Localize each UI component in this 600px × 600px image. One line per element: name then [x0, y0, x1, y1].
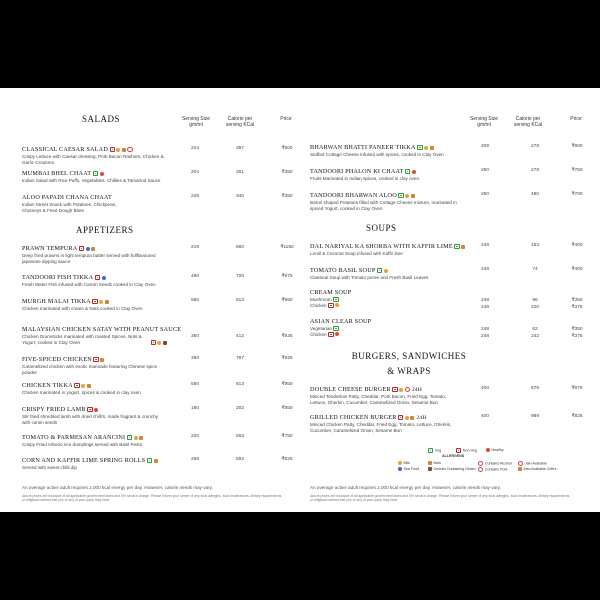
- allergen-icon: [122, 148, 126, 152]
- clock-icon: [518, 467, 522, 471]
- menu-item: [310, 267, 588, 281]
- calories: 563: [235, 434, 244, 439]
- serving-size: 250: [480, 192, 489, 197]
- jain-icon: [518, 461, 523, 466]
- item-description: Lentil & Coconut Soup infused with Kaffir lime: [310, 251, 403, 256]
- item-description: Indian Street Snack with Potatoes, Chickpeas, Chutneys & Fried Dough Bites: [22, 202, 117, 213]
- calories: 62: [532, 327, 538, 332]
- section-title-salads: SALADS: [82, 114, 121, 124]
- calories: 989: [530, 414, 539, 419]
- menu-page: [0, 88, 600, 512]
- healthy-icon: [486, 448, 490, 452]
- serving-size: 228: [190, 194, 199, 199]
- price: ₹350: [571, 327, 583, 332]
- variant-label: Vegetarian: [310, 326, 332, 331]
- header-calorie: Calorie per serving KCal: [513, 116, 543, 128]
- item-name: MALAYSIAN CHICKEN SATAY WITH PEANUT SAUCE: [22, 326, 182, 333]
- serving-size: 204: [190, 170, 199, 175]
- non-veg-icon: [87, 407, 92, 412]
- menu-item: [22, 406, 300, 425]
- price: ₹1150: [280, 245, 294, 250]
- header-calorie: Calorie per serving KCal: [225, 116, 255, 128]
- menu-item: [310, 192, 588, 211]
- serving-size: 350: [190, 356, 199, 361]
- serving-size: 248: [480, 243, 489, 248]
- menu-item: [22, 382, 300, 396]
- variant-row: [310, 332, 460, 338]
- calories: 813: [235, 298, 244, 303]
- allergen-icon: [410, 416, 414, 420]
- item-name: TANDOORI FISH TIKKA: [22, 274, 94, 281]
- allergen-icon: [99, 300, 103, 304]
- calories: 220: [530, 305, 539, 310]
- price: ₹350: [281, 170, 293, 175]
- item-description: Barrel shaped Potatoes filled with Cottage Cheese mixture, marinated in spiced Yogurt, cooked in Clay Oven: [310, 200, 457, 211]
- veg-icon: [377, 268, 382, 273]
- item-description: Deep fried prawns in light tempura batter served with fullflavoured japanese dipping sauce: [22, 253, 156, 264]
- calories: 767: [235, 356, 244, 361]
- nuts-icon: [428, 461, 432, 465]
- item-name: MURGH MALAI TIKKA: [22, 298, 91, 305]
- veg-icon: [93, 171, 98, 176]
- non-veg-icon: [392, 387, 397, 392]
- calories: 301: [235, 170, 244, 175]
- allergen-icon: [461, 245, 465, 249]
- menu-item: [22, 170, 300, 184]
- item-description: Minced Tenderloin Patty, Cheddar, Pork Bacon, Fried Egg, Tomato, Lettuce, Gherkin, Cucumber, Caramelized Onion, Sesame Bun: [310, 394, 447, 405]
- gluten-icon: [428, 467, 432, 471]
- non-veg-icon: [328, 303, 333, 308]
- non-veg-icon: [110, 147, 115, 152]
- header-serving: Serving Size gm/ml: [469, 116, 499, 128]
- item-name: BHARWAN BHATTI PANEER TIKKA: [310, 144, 416, 151]
- variant-label: Chicken: [310, 331, 327, 337]
- menu-item: [22, 274, 300, 288]
- menu-item: [310, 386, 588, 405]
- allergen-icon: [384, 269, 388, 273]
- price: ₹925: [281, 334, 293, 339]
- seafood-icon: [86, 247, 90, 251]
- menu-right-column: [310, 88, 588, 512]
- serving-size: 248: [480, 267, 489, 272]
- item-name: ASIAN CLEAR SOUP: [310, 318, 372, 325]
- menu-item: [22, 457, 300, 471]
- price: ₹625: [281, 457, 293, 462]
- calories: 813: [235, 382, 244, 387]
- veg-icon: [333, 297, 338, 302]
- legend-gluten: Cereals Containing Gluten: [428, 467, 476, 471]
- calories: 278: [530, 144, 539, 149]
- calories: 592: [235, 457, 244, 462]
- veg-icon: [147, 458, 152, 463]
- allergen-icon: [399, 388, 403, 392]
- item-description: Classical Soup with Tomato puree and Fresh Basil Leaves: [310, 275, 429, 280]
- legend-jain: Jain Available: [518, 461, 547, 466]
- allergen-icon: [94, 408, 98, 412]
- fine-print: Above prices are inclusive of all applicable government taxes and 5% service charge. Please inform your server of any food allergies, food intolerances, dietary requirements or religious interest that you or any of your party may have.: [310, 494, 570, 503]
- legend-veg: Veg: [428, 448, 441, 453]
- item-name: CREAM SOUP: [310, 289, 352, 296]
- allergen-icon: [81, 384, 85, 388]
- veg-icon: [398, 193, 403, 198]
- item-name: CLASSICAL CAESAR SALAD: [22, 146, 108, 153]
- fine-print: Above prices are inclusive of all applicable government taxes and 5% service charge. Please inform your server of any food allergies, food intolerances, dietary requirements or religious interest that you or any of your party may have.: [22, 494, 282, 503]
- header-serving: Serving Size gm/ml: [181, 116, 211, 128]
- serving-size: 248: [480, 327, 489, 332]
- menu-item: [22, 326, 300, 345]
- serving-size: 248: [480, 298, 489, 303]
- menu-item: [22, 356, 300, 375]
- menu-item: [22, 146, 300, 165]
- serving-size: 400: [480, 414, 489, 419]
- allergens-title: ALLERGENS: [442, 454, 465, 458]
- item-description: Served with sweet chilli dip: [22, 465, 77, 470]
- variant-row: [310, 303, 460, 309]
- calories: 278: [530, 168, 539, 173]
- item-name: FIVE-SPICED CHICKEN: [22, 356, 92, 363]
- allergen-icons: [149, 334, 167, 352]
- calories: 700: [235, 274, 244, 279]
- calorie-note: An average active adult requires 2,000 kcal energy per day. However, calorie needs may vary.: [22, 485, 213, 490]
- allergen-icon: [335, 303, 339, 307]
- item-description: Fruits Marinated in Indian spices, cooked in clay oven: [310, 176, 420, 181]
- non-veg-icon: [456, 448, 461, 453]
- item-name: MUMBAI BHEL CHAAT: [22, 170, 92, 177]
- calories: 340: [235, 194, 244, 199]
- allergen-icon: [405, 416, 409, 420]
- item-description: Caramelized chicken with exotic marinade featuring Chinese spice powder: [22, 364, 158, 375]
- legend-seafood: Sea Food: [398, 467, 419, 471]
- item-name: TOMATO & PARMESAN ARANCINI: [22, 434, 126, 441]
- item-description: Chicken Drumsticks marinated with roasted Spices, Nuts & Yogurt, cooked in Clay Oven: [22, 334, 142, 345]
- item-name: ALOO PAPADI CHANA CHAAT: [22, 194, 112, 201]
- price: ₹750: [281, 434, 293, 439]
- price: ₹375: [571, 334, 583, 339]
- menu-item: [310, 144, 588, 158]
- price: ₹975: [281, 274, 293, 279]
- calories: 679: [530, 386, 539, 391]
- allergen-icon: [139, 436, 143, 440]
- allergen-icon: [134, 436, 138, 440]
- non-veg-icon: [93, 357, 98, 362]
- menu-left-column: [22, 88, 300, 512]
- allergen-icon: [105, 300, 109, 304]
- item-description: Stuffed Cottage Cheese infused with spices, cooked in Clay Oven: [310, 152, 444, 157]
- section-title-burgers: BURGERS, SANDWICHES: [351, 351, 467, 361]
- allergen-icon: [116, 148, 120, 152]
- price: ₹900: [571, 144, 583, 149]
- price: ₹950: [281, 382, 293, 387]
- serving-size: 224: [190, 146, 199, 151]
- calorie-note: An average active adult requires 2,000 kcal energy per day. However, calorie needs may vary.: [310, 485, 501, 490]
- menu-item: [22, 298, 300, 312]
- allergen-icon: [87, 384, 91, 388]
- item-description: Stir fried shredded lamb with dried chilli's, made fragrant & crunchy with cumin seeds: [22, 414, 158, 425]
- allergen-icon: [163, 341, 167, 345]
- legend-healthy: Healthy: [486, 448, 504, 452]
- legend: [310, 448, 588, 478]
- serving-size: 350: [190, 334, 199, 339]
- non-veg-icon: [398, 415, 403, 420]
- calories: 480: [530, 192, 539, 197]
- section-title-appetizers: APPETIZERS: [76, 225, 134, 235]
- menu-item: [310, 414, 588, 433]
- serving-size: 400: [480, 386, 489, 391]
- allergen-icon: [411, 194, 415, 198]
- variant-label: Mushroom: [310, 297, 332, 302]
- allergen-icon: [154, 459, 158, 463]
- allergen-icon: [424, 146, 428, 150]
- calories: 153: [530, 243, 539, 248]
- item-description: Fresh Water Fish infused with Carom Seeds cooked in Clay Oven: [22, 282, 156, 287]
- item-description: Crispy Lettuce with Caesar dressing, Pork Bacon Rashers, Chicken & Garlic Croutons: [22, 154, 164, 165]
- calories: 202: [235, 406, 244, 411]
- item-description: Chicken marinated in yogurt, spices & cooked in clay oven: [22, 390, 141, 395]
- item-name: PRAWN TEMPURA: [22, 245, 78, 252]
- item-name: TANDOORI PHALON KI CHAAT: [310, 168, 404, 175]
- veg-icon: [127, 435, 132, 440]
- serving-size: 250: [480, 168, 489, 173]
- calories: 74: [532, 267, 538, 272]
- legend-nuts: Nuts: [428, 461, 441, 465]
- menu-item: [310, 289, 588, 308]
- calories: 560: [235, 245, 244, 250]
- veg-icon: [405, 169, 410, 174]
- seafood-icon: [398, 467, 402, 471]
- price: ₹925: [281, 356, 293, 361]
- item-description: Crispy Fried Arborio rice dumplings served with Basil Pesto: [22, 442, 143, 447]
- available-24h: 24H: [416, 415, 427, 421]
- item-name: CRISPY FRIED LAMB: [22, 406, 86, 413]
- calories: 412: [235, 334, 244, 339]
- header-price: Price: [280, 116, 292, 122]
- price: ₹350: [571, 298, 583, 303]
- menu-item: [22, 245, 300, 264]
- non-veg-icon: [328, 332, 333, 337]
- menu-item: [22, 434, 300, 448]
- serving-size: 256: [190, 457, 199, 462]
- calories: 96: [532, 298, 538, 303]
- price: ₹825: [571, 414, 583, 419]
- serving-size: 480: [190, 274, 199, 279]
- legend-alcohol: Contains Alcohol: [478, 461, 512, 466]
- pork-icon: [127, 147, 132, 152]
- variant-label: Chicken: [310, 302, 327, 308]
- serving-size: 248: [480, 334, 489, 339]
- section-title-soups: SOUPS: [366, 223, 397, 233]
- veg-icon: [454, 244, 459, 249]
- veg-icon: [428, 448, 433, 453]
- menu-item: [310, 168, 588, 182]
- non-veg-icon: [151, 340, 156, 345]
- price: ₹400: [571, 267, 583, 272]
- serving-size: 220: [190, 434, 199, 439]
- veg-icon: [333, 326, 338, 331]
- item-name: TANDOORI BHARWAN ALOO: [310, 192, 397, 199]
- allergen-icon: [91, 247, 95, 251]
- serving-size: 209: [480, 144, 489, 149]
- seafood-icon: [102, 276, 106, 280]
- legend-pork: Contains Pork: [478, 467, 507, 472]
- pork-icon: [405, 387, 410, 392]
- price: ₹375: [571, 305, 583, 310]
- item-description: Chicken marinated with cream & Nuts,cooked in Clay Oven: [22, 306, 143, 311]
- serving-size: 248: [480, 305, 489, 310]
- menu-item: [22, 194, 300, 213]
- section-title-wraps: & WRAPS: [387, 366, 431, 376]
- allergen-icon: [412, 170, 416, 174]
- veg-icon: [417, 145, 422, 150]
- item-name: DOUBLE CHEESE BURGER: [310, 386, 391, 393]
- menu-item: [310, 318, 588, 337]
- price: ₹500: [281, 146, 293, 151]
- serving-size: 180: [190, 406, 199, 411]
- item-name: CORN AND KAFFIR LIME SPRING ROLLS: [22, 457, 146, 464]
- milk-icon: [398, 461, 402, 465]
- non-veg-icon: [92, 299, 97, 304]
- price: ₹750: [571, 168, 583, 173]
- item-name: TOMATO BASIL SOUP: [310, 267, 376, 274]
- serving-size: 550: [190, 382, 199, 387]
- price: ₹400: [571, 243, 583, 248]
- available-24h: 24H: [411, 387, 423, 393]
- allergen-icon: [405, 194, 409, 198]
- allergen-icon: [157, 341, 161, 345]
- allergen-icon: [430, 146, 434, 150]
- calories: 397: [235, 146, 244, 151]
- serving-size: 219: [190, 245, 199, 250]
- non-veg-icon: [95, 275, 100, 280]
- price: ₹850: [281, 406, 293, 411]
- item-name: GRILLED CHICKEN BURGER: [310, 414, 397, 421]
- pork-icon: [478, 467, 483, 472]
- menu-item: [310, 243, 588, 257]
- serving-size: 550: [190, 298, 199, 303]
- price: ₹875: [571, 386, 583, 391]
- legend-non-veg: Non-Veg: [456, 448, 477, 453]
- item-description: Indian Salad with Rice Puffs, Vegetables, Chillies & Tamarind Sauce: [22, 178, 161, 183]
- item-description: Minced Chicken Patty, Cheddar, Fried Egg, Tomato, Lettuce, Gherkin, Cucumber, Caramelized Onion, Sesame Bun: [310, 422, 452, 433]
- price: ₹700: [571, 192, 583, 197]
- allergen-icon: [100, 172, 104, 176]
- price: ₹950: [281, 298, 293, 303]
- item-name: DAL NARIYAL KA SHORBA WITH KAFFIR LIME: [310, 243, 453, 250]
- item-name: CHICKEN TIKKA: [22, 382, 73, 389]
- allergen-icon: [335, 332, 339, 336]
- non-veg-icon: [79, 246, 84, 251]
- non-veg-icon: [74, 383, 79, 388]
- legend-24h: Also Available 24Hrs: [518, 467, 556, 471]
- legend-milk: Milk: [398, 461, 410, 465]
- header-price: Price: [570, 116, 582, 122]
- price: ₹350: [281, 194, 293, 199]
- allergen-icon: [100, 358, 104, 362]
- calories: 242: [530, 334, 539, 339]
- alcohol-icon: [478, 461, 483, 466]
